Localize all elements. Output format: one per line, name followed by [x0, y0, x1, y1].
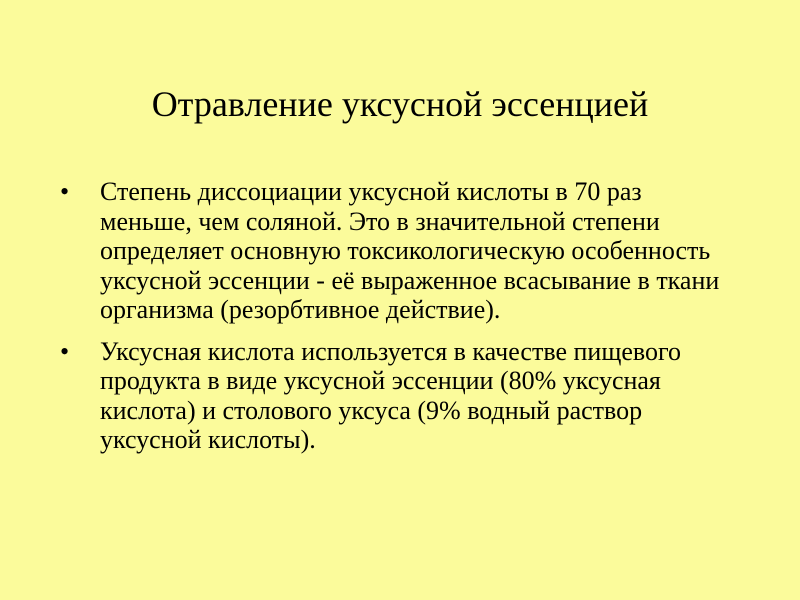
- bullet-item: [60, 177, 720, 325]
- slide-title: Отравление уксусной эссенцией: [151, 84, 649, 124]
- bullet-text: Степень диссоциации уксусной кислоты в 70 раз меньше, чем соляной. Это в значительной степени определяет основную токсикологическую особенность уксусной эссенции - её выраженное всасывание в ткани организма (резорбтивное действие).: [100, 177, 720, 324]
- bullet-list: [60, 177, 720, 467]
- bullet-item: [60, 337, 720, 455]
- bullet-dot-icon: •: [60, 177, 70, 206]
- bullet-dot-icon: •: [60, 336, 70, 366]
- bullet-text: Уксусная кислота используется в качестве пищевого продукта в виде уксусной эссенции (80% уксусная кислота) и столового уксуса (9% водный раствор уксусной кислоты).: [100, 336, 682, 454]
